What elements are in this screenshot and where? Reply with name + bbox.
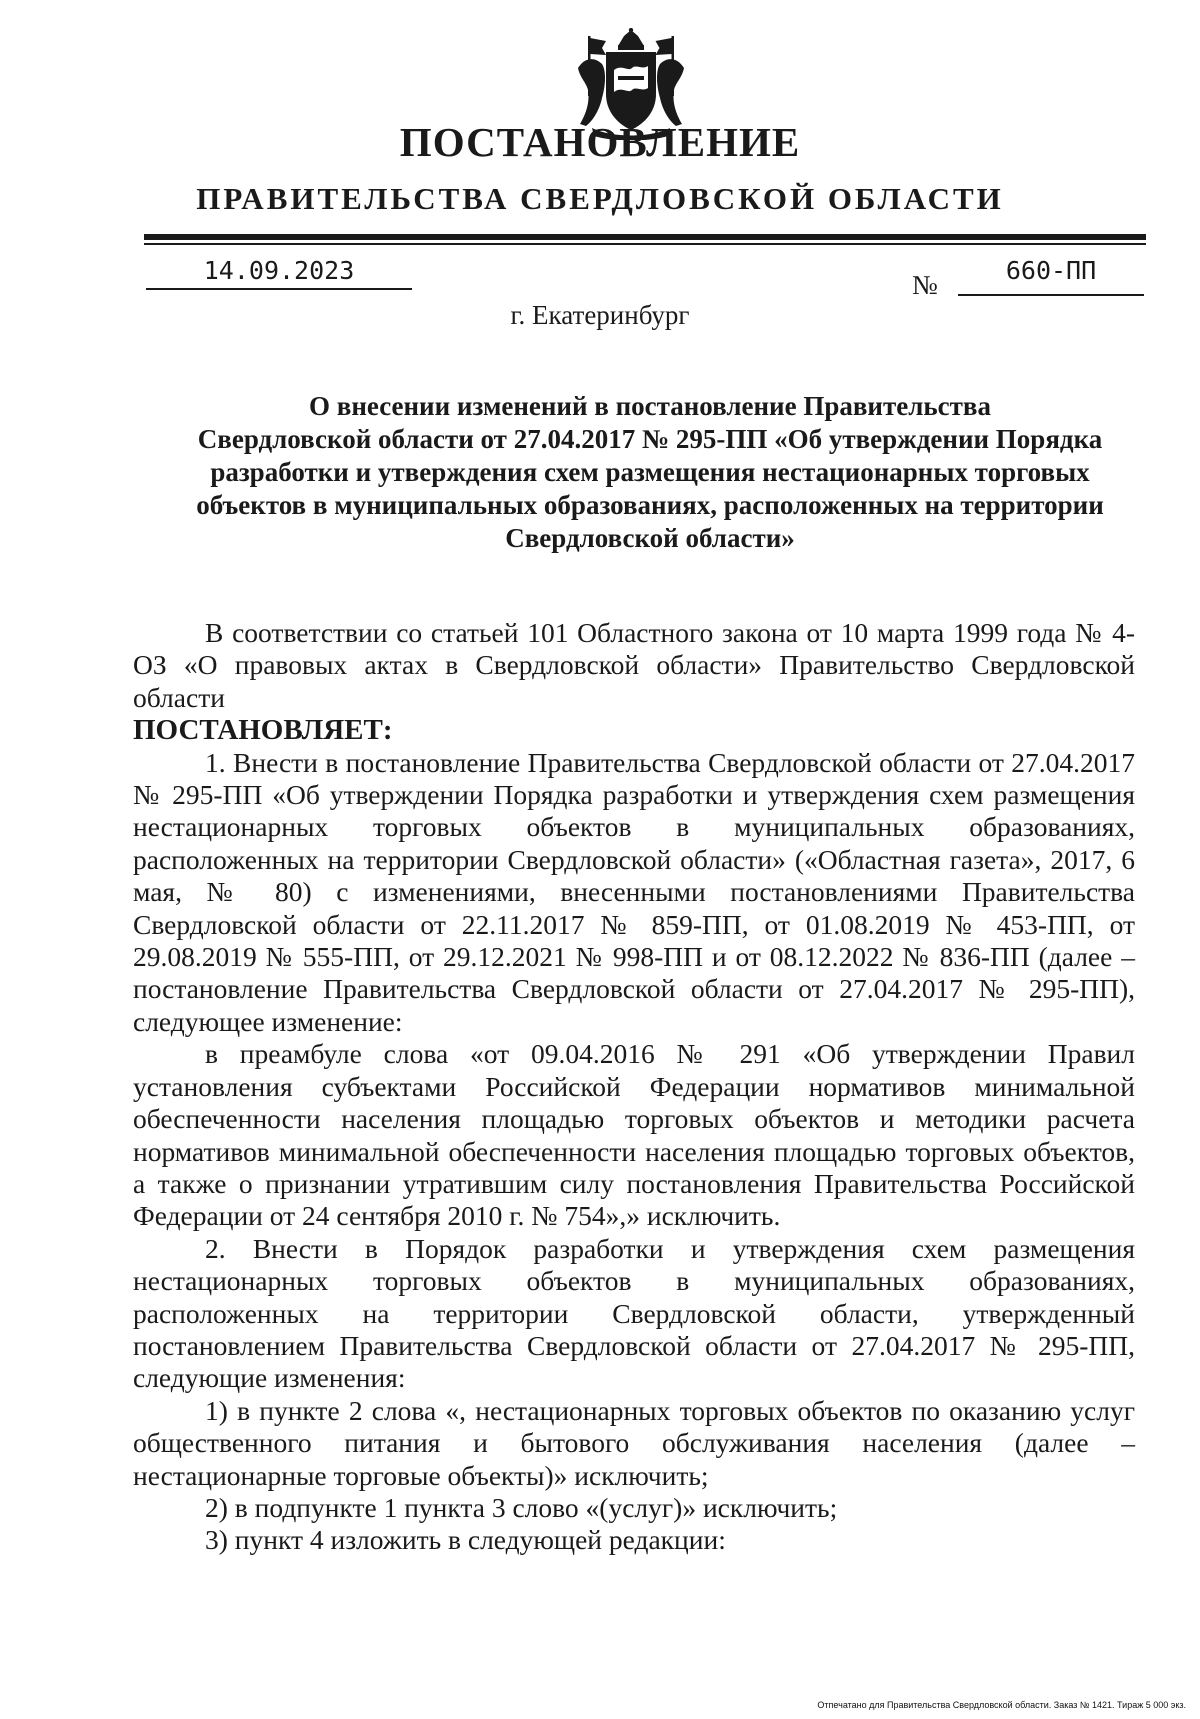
- title-line: разработки и утверждения схем размещения нестационарных торговых: [210, 457, 1090, 487]
- document-date: 14.09.2023: [203, 256, 355, 285]
- body-paragraph: 1. Внести в постановление Правительства Свердловской области от 27.04.2017 № 295-ПП «Об утверждении Порядка разработки и утверждения схем размещения нестационарных торговых объектов в муниципальных образованиях, расположенных на территории Свердловской области» («Областная газета», 2017, 6 мая, № 80) с изменениями, внесенными постановлениями Правительства Свердловской области от 22.11.2017 № 859-ПП, от 01.08.2019 № 453-ПП, от 29.08.2019 № 555-ПП, от 29.12.2021 № 998-ПП и от 08.12.2022 № 836-ПП (далее – постановление Правительства Свердловской области от 27.04.2017 № 295-ПП), следующее изменение:: [133, 746, 1135, 1037]
- body-paragraph: 3) пункт 4 изложить в следующей редакции:: [205, 1524, 726, 1556]
- print-footer: Отпечатано для Правительства Свердловской области. Заказ № 1421. Тираж 5 000 экз.: [817, 1700, 1186, 1710]
- preamble-paragraph: В соответствии со статьей 101 Областного закона от 10 марта 1999 года № 4-ОЗ «О правовых актах в Свердловской области» Правительство Свердловской области: [133, 617, 1135, 713]
- document-title: [140, 390, 1160, 555]
- issuer-name: ПРАВИТЕЛЬСТВА СВЕРДЛОВСКОЙ ОБЛАСТИ: [196, 181, 1004, 216]
- body-paragraph: в преамбуле слова «от 09.04.2016 № 291 «Об утверждении Правил установления субъектами Российской Федерации нормативов минимальной обеспеченности населения площадью торговых объектов и методики расчета нормативов минимальной обеспеченности населения площадью торговых объектов, а также о признании утратившим силу постановления Правительства Российской Федерации от 24 сентября 2010 г. № 754»,» исключить.: [133, 1038, 1135, 1232]
- document-number: 660-ПП: [1005, 256, 1097, 285]
- number-underline: [958, 294, 1144, 296]
- title-line: О внесении изменений в постановление Правительства: [309, 391, 991, 421]
- title-line: объектов в муниципальных образованиях, расположенных на территории: [196, 490, 1104, 520]
- body-paragraph: 2) в подпункте 1 пункта 3 слово «(услуг)» исключить;: [205, 1491, 838, 1523]
- title-line: Свердловской области от 27.04.2017 № 295-ПП «Об утверждении Порядка: [197, 424, 1103, 454]
- city: г. Екатеринбург: [510, 300, 690, 330]
- body-paragraph: 1) в пункте 2 слова «, нестационарных торговых объектов по оказанию услуг общественного питания и бытового обслуживания населения (далее – нестационарные торговые объекты)» исключить;: [133, 1394, 1135, 1491]
- number-sign: №: [912, 270, 938, 300]
- title-line: Свердловской области»: [505, 523, 795, 553]
- header-rule: [144, 234, 1146, 240]
- date-underline: [146, 288, 412, 290]
- header-rule-thin: [144, 243, 1146, 245]
- body-paragraph: 2. Внести в Порядок разработки и утверждения схем размещения нестационарных торговых объектов в муниципальных образованиях, расположенных на территории Свердловской области, утвержденный постановлением Правительства Свердловской области от 27.04.2017 № 295-ПП, следующие изменения:: [133, 1232, 1135, 1394]
- document-body: [133, 617, 1135, 1557]
- decree-word: ПОСТАНОВЛЯЕТ:: [133, 714, 393, 747]
- document-type: ПОСТАНОВЛЕНИЕ: [399, 119, 801, 165]
